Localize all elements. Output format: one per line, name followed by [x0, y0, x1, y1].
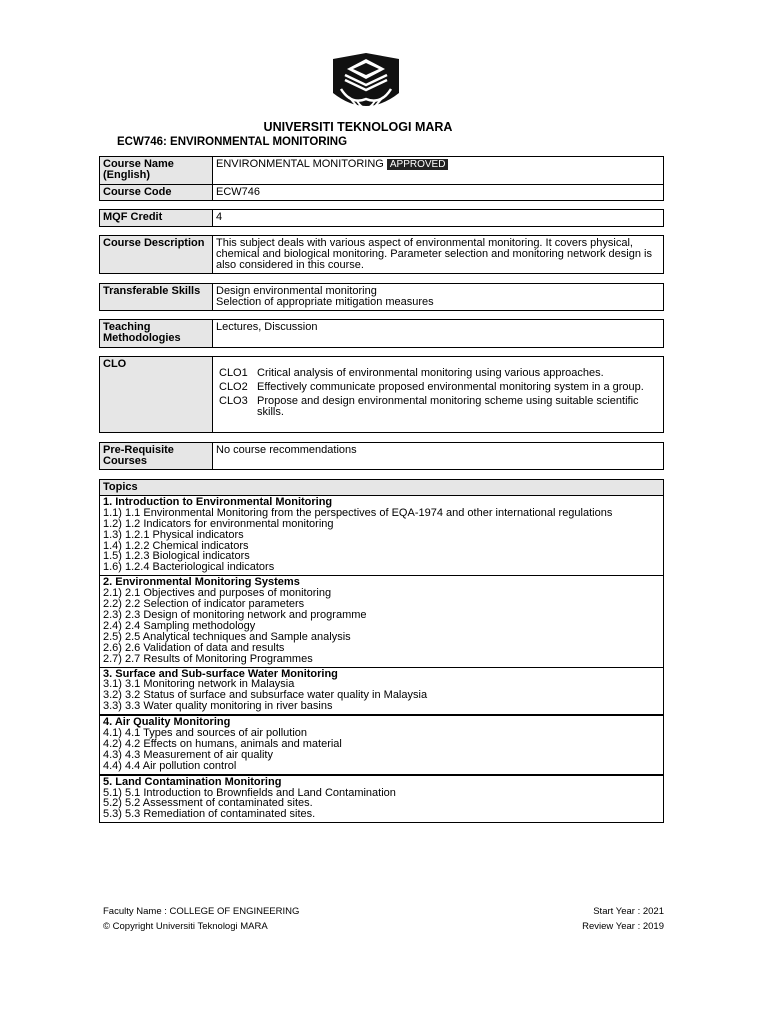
clo-label: CLO: [100, 357, 213, 433]
topic-title: 2. Environmental Monitoring Systems: [103, 576, 300, 589]
clo-code: CLO3: [219, 395, 248, 407]
topic-item: 2.2) 2.2 Selection of indicator parameters: [103, 598, 305, 611]
skill-item: Selection of appropriate mitigation measures: [216, 296, 434, 308]
topic-item: 2.4) 2.4 Sampling methodology: [103, 619, 256, 632]
teaching-label: Teaching Methodologies: [100, 320, 213, 348]
topic-item: 2.5) 2.5 Analytical techniques and Sample analysis: [103, 630, 351, 643]
description-value: This subject deals with various aspect of environmental monitoring. It covers physical, chemical and biological monitoring. Parameter selection and monitoring network design is also considered in this course.: [213, 236, 664, 274]
mqf-value: 4: [213, 210, 664, 227]
faculty-name: Faculty Name : COLLEGE OF ENGINEERING: [103, 906, 300, 917]
clo-code: CLO1: [219, 367, 248, 379]
topic-section: [100, 495, 664, 575]
clo-item: [219, 368, 660, 379]
topic-section: [100, 775, 664, 823]
skills-label: Transferable Skills: [100, 284, 213, 311]
clo-item: [219, 396, 660, 418]
prereq-label: Pre-Requisite Courses: [100, 443, 213, 470]
review-year: Review Year : 2019: [582, 921, 664, 932]
topic-item: 3.2) 3.2 Status of surface and subsurface water quality in Malaysia: [103, 689, 428, 702]
topic-item: 1.1) 1.1 Environmental Monitoring from the perspectives of EQA-1974 and other international regulations: [103, 506, 613, 519]
topic-item: 4.2) 4.2 Effects on humans, animals and material: [103, 737, 342, 750]
topic-item: 5.2) 5.2 Assessment of contaminated sites.: [103, 797, 313, 810]
topic-title: 4. Air Quality Monitoring: [103, 716, 231, 729]
course-name-cell: [213, 157, 664, 185]
course-name-label: Course Name (English): [100, 157, 213, 185]
mqf-label: MQF Credit: [100, 210, 213, 227]
start-year: Start Year : 2021: [593, 906, 664, 917]
clo-text: Propose and design environmental monitoring scheme using suitable scientific skills.: [257, 395, 639, 418]
topic-item: 1.6) 1.2.4 Bacteriological indicators: [103, 561, 275, 574]
topic-item: 3.1) 3.1 Monitoring network in Malaysia: [103, 678, 295, 691]
topic-item: 4.1) 4.1 Types and sources of air pollution: [103, 727, 308, 740]
topic-item: 1.3) 1.2.1 Physical indicators: [103, 528, 244, 541]
topic-item: 4.4) 4.4 Air pollution control: [103, 759, 237, 772]
clo-text: Critical analysis of environmental monitoring using various approaches.: [257, 367, 604, 379]
topic-item: 2.7) 2.7 Results of Monitoring Programmes: [103, 652, 313, 665]
university-name: UNIVERSITI TEKNOLOGI MARA: [263, 120, 453, 134]
clo-text: Effectively communicate proposed environmental monitoring system in a group.: [257, 381, 644, 393]
topic-item: 5.3) 5.3 Remediation of contaminated sites.: [103, 808, 316, 821]
topic-item: 3.3) 3.3 Water quality monitoring in river basins: [103, 700, 333, 713]
topics-header: Topics: [100, 480, 664, 496]
clo-item: [219, 382, 660, 393]
topic-section: [100, 576, 664, 667]
topic-item: 2.1) 2.1 Objectives and purposes of monitoring: [103, 587, 332, 600]
clo-list: [213, 357, 664, 433]
prereq-value: No course recommendations: [213, 443, 664, 470]
teaching-value: Lectures, Discussion: [213, 320, 664, 348]
topic-section: [100, 667, 664, 715]
course-code-value: ECW746: [213, 185, 664, 201]
skill-item: Design environmental monitoring: [216, 285, 377, 297]
topics-table: [99, 479, 664, 823]
course-heading: ECW746: ENVIRONMENTAL MONITORING: [117, 136, 348, 148]
topic-title: 3. Surface and Sub-surface Water Monitoring: [103, 667, 338, 680]
clo-code: CLO2: [219, 381, 248, 393]
topic-title: 5. Land Contamination Monitoring: [103, 775, 282, 788]
topic-item: 2.6) 2.6 Validation of data and results: [103, 641, 285, 654]
topic-item: 1.2) 1.2 Indicators for environmental monitoring: [103, 517, 334, 530]
course-info-table: [99, 156, 664, 201]
topic-section: [100, 715, 664, 775]
status-badge: APPROVED: [387, 159, 449, 170]
topic-item: 1.4) 1.2.2 Chemical indicators: [103, 539, 249, 552]
mqf-table: [99, 209, 664, 227]
clo-table: [99, 356, 664, 433]
topic-title: 1. Introduction to Environmental Monitoring: [103, 495, 333, 508]
prereq-table: [99, 442, 664, 470]
description-table: [99, 235, 664, 274]
topic-item: 4.3) 4.3 Measurement of air quality: [103, 748, 273, 761]
skills-value: [213, 284, 664, 311]
topic-item: 5.1) 5.1 Introduction to Brownfields and Land Contamination: [103, 786, 396, 799]
uitm-logo: [331, 53, 401, 121]
teaching-table: [99, 319, 664, 348]
copyright: © Copyright Universiti Teknologi MARA: [103, 921, 268, 932]
skills-table: [99, 283, 664, 311]
topic-item: 1.5) 1.2.3 Biological indicators: [103, 550, 250, 563]
course-name-value: ENVIRONMENTAL MONITORING: [216, 158, 384, 170]
course-code-label: Course Code: [100, 185, 213, 201]
topic-item: 2.3) 2.3 Design of monitoring network and programme: [103, 608, 367, 621]
description-label: Course Description: [100, 236, 213, 274]
